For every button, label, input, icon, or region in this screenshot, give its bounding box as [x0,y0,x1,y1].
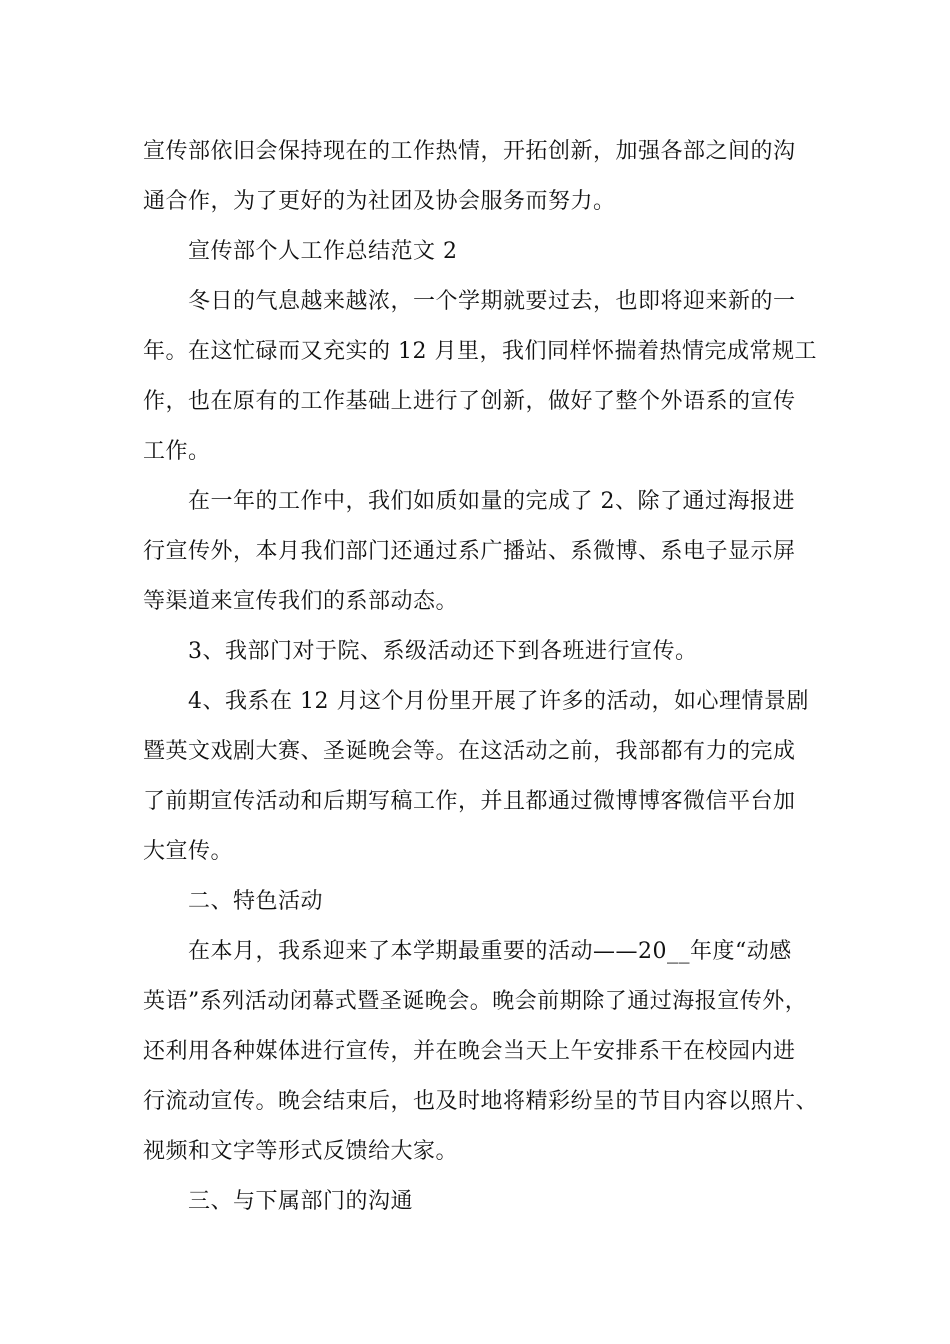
text-line: 暨英文戏剧大赛、圣诞晚会等。在这活动之前，我部都有力的完成 [143,739,796,764]
text-line: 视频和文字等形式反馈给大家。 [143,1139,459,1164]
text-line: 宣传部依旧会保持现在的工作热情，开拓创新，加强各部之间的沟 [143,139,796,164]
section-heading: 二、特色活动 [188,889,324,914]
text-line: 还利用各种媒体进行宣传，并在晚会当天上午安排系干在校园内进 [143,1039,796,1064]
text-line: 行宣传外，本月我们部门还通过系广播站、系微博、系电子显示屏 [143,539,796,564]
section-heading: 三、与下属部门的沟通 [188,1189,414,1214]
text-line: 通合作，为了更好的为社团及协会服务而努力。 [143,189,616,214]
section-title: 宣传部个人工作总结范文 2 [188,239,458,264]
text-line: 4、我系在 12 月这个月份里开展了许多的活动，如心理情景剧 [188,689,809,714]
text-line: 冬日的气息越来越浓，一个学期就要过去，也即将迎来新的一 [188,289,796,314]
text-line: 等渠道来宣传我们的系部动态。 [143,589,459,614]
text-line: 在本月，我系迎来了本学期最重要的活动——20__年度“动感 [188,939,792,964]
text-line: 工作。 [143,439,211,464]
text-line: 行流动宣传。晚会结束后，也及时地将精彩纷呈的节目内容以照片、 [143,1089,819,1114]
text-line: 在一年的工作中，我们如质如量的完成了 2、除了通过海报进 [188,489,795,514]
text-line: 了前期宣传活动和后期写稿工作，并且都通过微博博客微信平台加 [143,789,796,814]
text-line: 大宣传。 [143,839,234,864]
text-line: 年。在这忙碌而又充实的 12 月里，我们同样怀揣着热情完成常规工 [143,339,817,364]
text-line: 3、我部门对于院、系级活动还下到各班进行宣传。 [188,639,698,664]
text-line: 作，也在原有的工作基础上进行了创新，做好了整个外语系的宣传 [143,389,796,414]
text-line: 英语”系列活动闭幕式暨圣诞晚会。晚会前期除了通过海报宣传外， [143,989,808,1014]
